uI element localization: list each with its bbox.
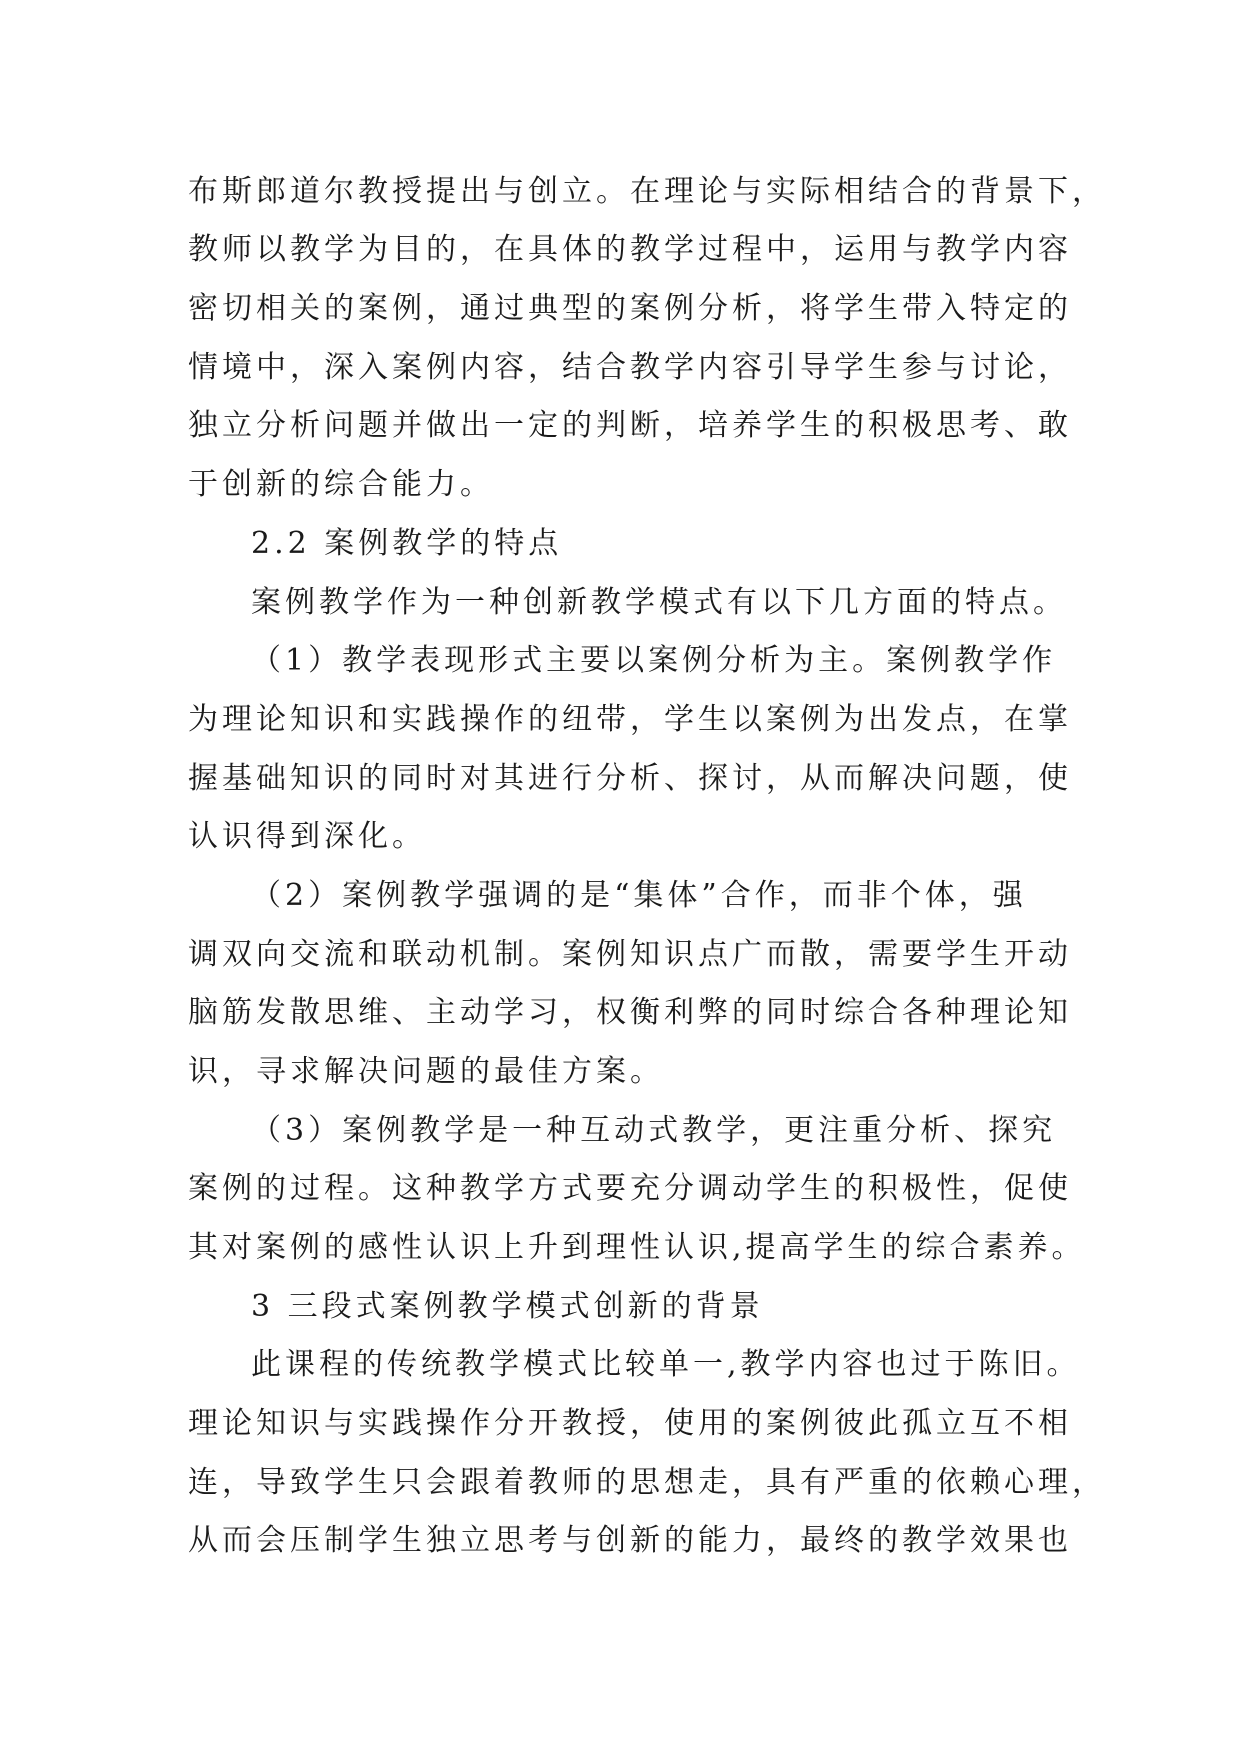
text-line: 独立分析问题并做出一定的判断，培养学生的积极思考、敢 — [188, 408, 1072, 443]
text-line: 情境中，深入案例内容，结合教学内容引导学生参与讨论， — [188, 350, 1072, 385]
text-line: 脑筋发散思维、主动学习，权衡利弊的同时综合各种理论知 — [188, 995, 1072, 1030]
text-line: 握基础知识的同时对其进行分析、探讨，从而解决问题，使 — [188, 761, 1072, 796]
text-line: 理论知识与实践操作分开教授，使用的案例彼此孤立互不相 — [188, 1406, 1072, 1441]
text-line: 认识得到深化。 — [188, 819, 426, 854]
text-line: 其对案例的感性认识上升到理性认识,提高学生的综合素养。 — [188, 1230, 1086, 1265]
text-line: （1）教学表现形式主要以案例分析为主。案例教学作 — [251, 643, 1057, 678]
text-line: 案例的过程。这种教学方式要充分调动学生的积极性，促使 — [188, 1171, 1072, 1206]
text-line: 为理论知识和实践操作的纽带，学生以案例为出发点，在掌 — [188, 702, 1072, 737]
text-line: 此课程的传统教学模式比较单一,教学内容也过于陈旧。 — [251, 1347, 1081, 1382]
section-heading: 2.2 案例教学的特点 — [251, 526, 563, 561]
text-line: 布斯郎道尔教授提出与创立。在理论与实际相结合的背景下， — [188, 174, 1106, 209]
text-line: 调双向交流和联动机制。案例知识点广而散，需要学生开动 — [188, 937, 1072, 972]
text-line: 从而会压制学生独立思考与创新的能力，最终的教学效果也 — [188, 1523, 1072, 1558]
text-line: 于创新的综合能力。 — [188, 467, 494, 502]
section-heading: 3 三段式案例教学模式创新的背景 — [251, 1289, 764, 1324]
text-line: 识，寻求解决问题的最佳方案。 — [188, 1054, 664, 1089]
text-line: 教师以教学为目的，在具体的教学过程中，运用与教学内容 — [188, 232, 1072, 267]
text-line: 连，导致学生只会跟着教师的思想走，具有严重的依赖心理， — [188, 1465, 1106, 1500]
text-line: 案例教学作为一种创新教学模式有以下几方面的特点。 — [251, 585, 1067, 620]
text-line: 密切相关的案例，通过典型的案例分析，将学生带入特定的 — [188, 291, 1072, 326]
text-line: （2）案例教学强调的是“集体”合作，而非个体，强 — [251, 878, 1027, 913]
text-line: （3）案例教学是一种互动式教学，更注重分析、探究 — [251, 1113, 1057, 1148]
